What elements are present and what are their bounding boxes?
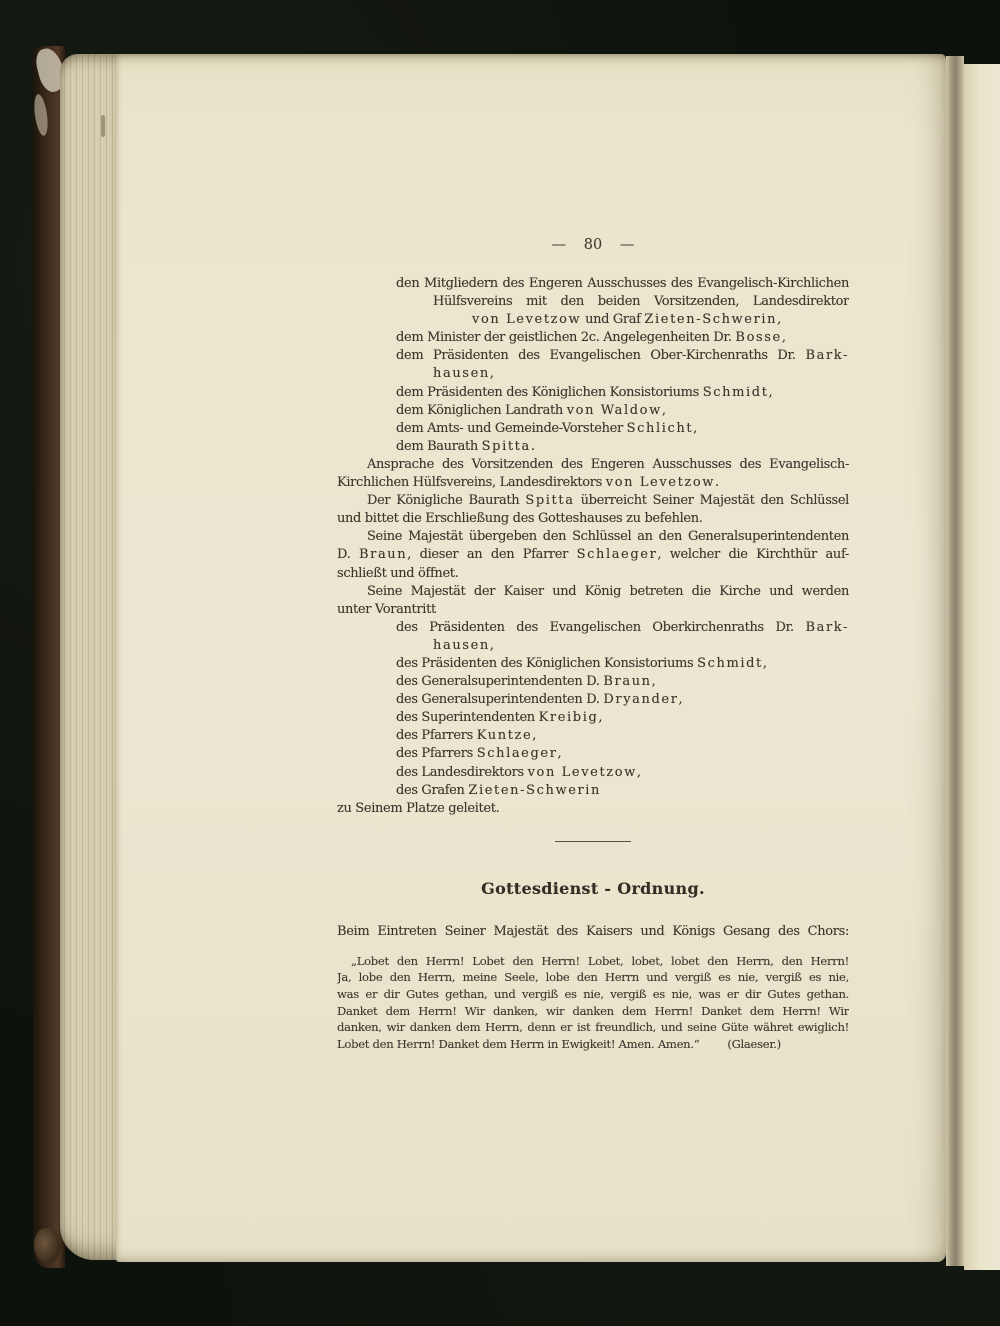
- text-segment: des Grafen: [396, 782, 469, 798]
- text-line: [337, 709, 849, 727]
- page-gutter-shadow: [946, 56, 964, 1266]
- body-text: [337, 275, 849, 818]
- text-line: [337, 456, 849, 474]
- text-segment: dem Amts- und Gemeinde-Vorsteher: [396, 420, 627, 436]
- text-segment: Danket dem Herrn! Wir danken, wir danken dem Herrn! Danket dem Herrn! Wir: [337, 1003, 849, 1018]
- text-segment: unter Vorantritt: [337, 601, 436, 617]
- printed-text-block: [337, 236, 849, 1052]
- text-line: [337, 619, 849, 637]
- page-fore-edges: [60, 54, 118, 1260]
- book-cover-bottom-tip: [34, 1228, 60, 1264]
- hymn-quote-text: [337, 953, 849, 1053]
- text-line: [337, 474, 849, 492]
- text-segment: des Präsidenten des Evangelischen Oberkirchenraths Dr.: [396, 619, 806, 635]
- text-segment: Bark-: [805, 348, 849, 364]
- text-segment: Schlicht: [626, 420, 694, 436]
- text-segment: ,: [768, 384, 773, 400]
- text-line: [337, 1003, 849, 1020]
- text-segment: Hülfsvereins mit den beiden Vorsitzenden, Landesdirektor: [433, 294, 849, 310]
- text-line: [337, 510, 849, 528]
- text-line: [337, 565, 849, 583]
- text-segment: dem Baurath: [396, 438, 482, 454]
- text-segment: zu Seinem Platze geleitet.: [337, 800, 500, 816]
- page-number: — 80 —: [551, 237, 635, 253]
- text-segment: „Lobet den Herrn! Lobet den Herrn! Lobet, lobet, lobet den Herrn, den Herrn!: [351, 953, 849, 968]
- text-segment: Ansprache des Vorsitzenden des Engeren Ausschusses des Evangelisch-: [367, 456, 849, 472]
- section-heading: Gottesdienst - Ordnung.: [481, 878, 705, 898]
- text-line: [337, 1036, 849, 1053]
- text-line: [337, 691, 849, 709]
- text-segment: ,: [678, 692, 683, 708]
- chorus-intro-line: Beim Eintreten Seiner Majestät des Kaisers und Königs Gesang des Chors:: [337, 923, 849, 939]
- text-segment: des Superintendenten: [396, 710, 539, 726]
- text-line: [337, 673, 849, 691]
- text-segment: Kreibig: [538, 710, 599, 726]
- text-segment: des Pfarrers: [396, 746, 477, 762]
- text-segment: des Landesdirektors: [396, 764, 528, 780]
- text-segment: Spitta: [481, 438, 531, 454]
- text-segment: ,: [532, 728, 537, 744]
- text-segment: ,: [489, 366, 494, 382]
- text-segment: ,: [598, 710, 603, 726]
- text-segment: Bark-: [805, 619, 849, 635]
- text-line: [337, 438, 849, 456]
- text-segment: was er dir Gutes gethan, und vergiß es nie, vergiß es nie, was er dir Gutes gethan.: [337, 987, 849, 1001]
- adjacent-page-edge: [964, 64, 1000, 1270]
- text-segment: und Graf: [581, 312, 645, 328]
- text-line: [337, 745, 849, 763]
- text-segment: von Levetzow: [527, 764, 637, 780]
- text-segment: überreicht Seiner Majestät den Schlüssel: [574, 493, 849, 509]
- text-line: [337, 655, 849, 673]
- text-segment: Der Königliche Baurath: [367, 493, 526, 509]
- text-segment: Bosse: [735, 330, 782, 346]
- text-segment: Zieten-Schwerin: [468, 782, 602, 798]
- text-segment: .: [530, 438, 535, 454]
- text-line: [337, 365, 849, 383]
- text-segment: dem Königlichen Landrath: [396, 402, 567, 418]
- text-segment: ,: [762, 655, 767, 671]
- text-line: [337, 1019, 849, 1036]
- text-line: [337, 986, 849, 1003]
- text-line: [337, 384, 849, 402]
- text-segment: ,: [557, 746, 562, 762]
- text-segment: Lobet den Herrn! Danket dem Herrn in Ewigkeit! Amen. Amen.“: [337, 1036, 700, 1051]
- text-segment: von Levetzow: [605, 475, 716, 491]
- text-segment: Seine Majestät übergeben den Schlüssel an den Generalsuperintendenten: [367, 529, 849, 545]
- fore-edge-mark: [101, 115, 105, 137]
- text-segment: D.: [337, 547, 359, 563]
- text-segment: ,: [651, 674, 656, 690]
- text-segment: ,: [781, 330, 786, 346]
- text-line: [337, 969, 849, 986]
- text-segment: von Levetzow: [472, 312, 582, 328]
- text-segment: des Generalsuperintendenten D.: [396, 692, 604, 708]
- text-line: [337, 329, 849, 347]
- text-segment: ,: [693, 420, 697, 436]
- text-segment: Schlaeger: [576, 547, 658, 563]
- text-segment: des Präsidenten des Königlichen Konsistoriums: [396, 655, 698, 671]
- text-segment: schließt und öffnet.: [337, 565, 459, 581]
- text-segment: Schmidt: [697, 655, 763, 671]
- text-line: [337, 528, 849, 546]
- text-segment: und bittet die Erschließung des Gotteshauses zu befehlen.: [337, 511, 703, 527]
- text-line: [337, 764, 849, 782]
- text-segment: Braun: [358, 547, 408, 563]
- text-segment: dem Präsidenten des Evangelischen Ober-Kirchenraths Dr.: [396, 348, 806, 364]
- text-segment: .: [715, 475, 719, 491]
- text-segment: des Generalsuperintendenten D.: [396, 674, 604, 690]
- text-line: [337, 293, 849, 311]
- text-segment: ,: [489, 637, 494, 653]
- text-segment: hausen: [433, 637, 490, 653]
- text-line: [337, 402, 849, 420]
- text-segment: Kuntze: [476, 728, 533, 744]
- text-segment: , dieser an den Pfarrer: [407, 547, 577, 563]
- text-segment: Dryander: [603, 692, 679, 708]
- text-line: [337, 347, 849, 365]
- text-line: [337, 492, 849, 510]
- text-segment: Kirchlichen Hülfsvereins, Landesdirektors: [337, 475, 606, 491]
- text-line: [337, 583, 849, 601]
- text-line: [337, 601, 849, 619]
- text-segment: Seine Majestät der Kaiser und König betreten die Kirche und werden: [367, 583, 849, 599]
- text-line: [337, 311, 849, 329]
- text-segment: , welcher die Kirchthür auf-: [657, 547, 849, 563]
- text-segment: den Mitgliedern des Engeren Ausschusses des Evangelisch-Kirchlichen: [396, 276, 849, 291]
- text-segment: Zieten-Schwerin: [644, 312, 778, 328]
- text-segment: von Waldow: [566, 402, 662, 418]
- text-segment: ,: [777, 312, 781, 328]
- text-segment: dem Präsidenten des Königlichen Konsistoriums: [396, 384, 703, 400]
- text-segment: dem Minister der geistlichen 2c. Angelegenheiten Dr.: [396, 330, 736, 346]
- text-segment: Schmidt: [702, 384, 769, 400]
- text-line: [337, 546, 849, 564]
- text-line: [337, 637, 849, 655]
- text-segment: danken, wir danken dem Herrn, denn er ist freundlich, und seine Güte währet ewiglich!: [337, 1020, 849, 1035]
- text-segment: Spitta: [525, 493, 575, 509]
- text-segment: Schlaeger: [476, 746, 558, 762]
- text-segment: Ja, lobe den Herrn, meine Seele, lobe den Herrn und vergiß es nie, vergiß es nie,: [337, 970, 849, 985]
- text-segment: hausen: [433, 366, 490, 382]
- text-segment: Braun: [603, 674, 652, 690]
- section-divider: [555, 841, 631, 842]
- text-segment: des Pfarrers: [396, 728, 477, 744]
- text-line: [337, 420, 849, 438]
- text-segment: (Glaeser.): [727, 1036, 781, 1051]
- text-line: [337, 953, 849, 970]
- text-line: [337, 275, 849, 293]
- text-line: [337, 727, 849, 745]
- text-line: [337, 782, 849, 800]
- text-segment: ,: [636, 764, 641, 780]
- text-line: [337, 800, 849, 818]
- text-segment: ,: [661, 402, 666, 418]
